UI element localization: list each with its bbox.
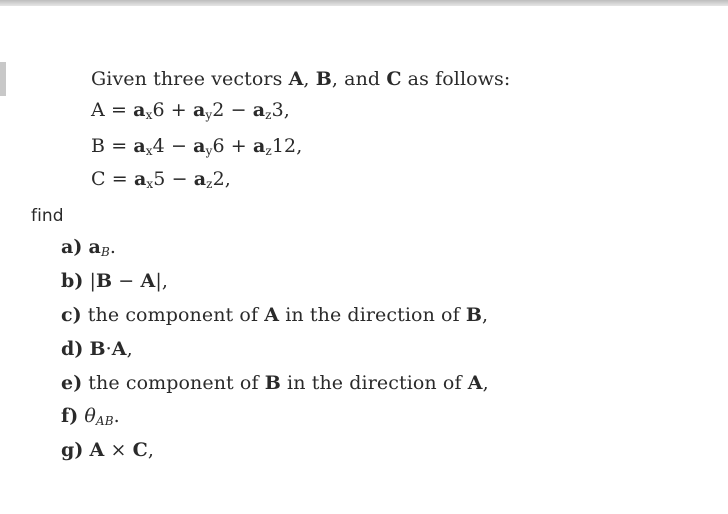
unit-vector: a (193, 168, 207, 190)
intro-sep1: , (303, 68, 316, 90)
item-label: c) (61, 304, 82, 326)
unit-subscript: z (265, 144, 272, 158)
item-b (61, 270, 168, 292)
item-e (61, 372, 489, 394)
item-vector: A (467, 372, 483, 394)
item-text: the component of (87, 304, 265, 326)
eq-term: 6 + (212, 135, 253, 157)
unit-subscript: x (146, 177, 154, 191)
top-rule (0, 0, 728, 6)
item-c (61, 304, 488, 326)
item-text: in the direction of (279, 304, 466, 326)
item-end: , (482, 304, 489, 326)
item-end: , (126, 338, 133, 360)
item-f (61, 405, 120, 428)
item-end: , (482, 372, 489, 394)
eq-term: 5 − (153, 168, 194, 190)
item-text: | (89, 270, 96, 292)
theta-symbol: θ (84, 405, 96, 427)
vector-c-label: C (386, 68, 402, 90)
equation-c (91, 168, 231, 191)
unit-subscript: x (145, 108, 153, 122)
unit-vector: a (252, 99, 266, 121)
eq-term: 2 − (212, 99, 253, 121)
item-vector: C (132, 439, 148, 461)
eq-sign: = (105, 135, 134, 157)
unit-vector: a (133, 135, 146, 157)
eq-term: 6 + (152, 99, 193, 121)
item-text: × (104, 439, 133, 461)
item-end: |, (155, 270, 168, 292)
item-text: the component of (88, 372, 265, 394)
eq-term: 4 − (152, 135, 194, 157)
vector-b-label: B (315, 68, 332, 90)
item-a (61, 236, 116, 259)
item-vector: A (111, 338, 127, 360)
problem-intro (91, 68, 510, 90)
item-label: d) (61, 338, 84, 360)
item-g (61, 439, 154, 461)
item-text: − (112, 270, 141, 292)
item-label: a) (61, 236, 83, 258)
item-d (61, 338, 133, 360)
unit-subscript: y (205, 144, 213, 158)
item-text: in the direction of (280, 372, 468, 394)
intro-post: as follows: (401, 68, 511, 90)
equation-b (91, 135, 302, 158)
unit-vector: a (133, 99, 146, 121)
unit-subscript: z (206, 177, 213, 191)
intro-pre: Given three vectors (91, 68, 289, 90)
item-vector: B (96, 270, 113, 292)
eq-lhs: C (91, 168, 106, 190)
unit-vector: a (133, 168, 147, 190)
eq-sign: = (104, 99, 134, 121)
vector-a-label: A (288, 68, 304, 90)
item-vector: B (465, 304, 483, 326)
item-vector: B (264, 372, 281, 394)
eq-lhs: A (91, 99, 105, 121)
unit-subscript: y (205, 108, 213, 122)
unit-subscript: z (265, 108, 272, 122)
left-edge-mark (0, 62, 6, 96)
unit-vector: a (252, 135, 266, 157)
item-vector: A (89, 439, 105, 461)
eq-sign: = (105, 168, 134, 190)
unit-vector: a (192, 99, 206, 121)
eq-term: 2, (212, 168, 231, 190)
item-subscript: B (100, 245, 110, 259)
item-text: · (105, 338, 112, 360)
find-label: find (31, 206, 64, 226)
item-end: . (113, 405, 120, 427)
item-label: b) (61, 270, 84, 292)
unit-vector: a (193, 135, 206, 157)
unit-vector: a (88, 236, 101, 258)
item-vector: A (140, 270, 156, 292)
item-label: f) (61, 405, 79, 427)
intro-sep2: , and (331, 68, 387, 90)
eq-term: 12, (271, 135, 303, 157)
item-vector: A (264, 304, 280, 326)
unit-subscript: x (145, 144, 153, 158)
item-label: e) (61, 372, 83, 394)
item-end: , (147, 439, 155, 461)
eq-term: 3, (271, 99, 290, 121)
item-label: g) (61, 439, 84, 461)
item-vector: B (89, 338, 106, 360)
item-end: . (109, 236, 116, 258)
item-subscript: AB (95, 414, 114, 428)
equation-a (91, 99, 290, 122)
eq-lhs: B (91, 135, 106, 157)
